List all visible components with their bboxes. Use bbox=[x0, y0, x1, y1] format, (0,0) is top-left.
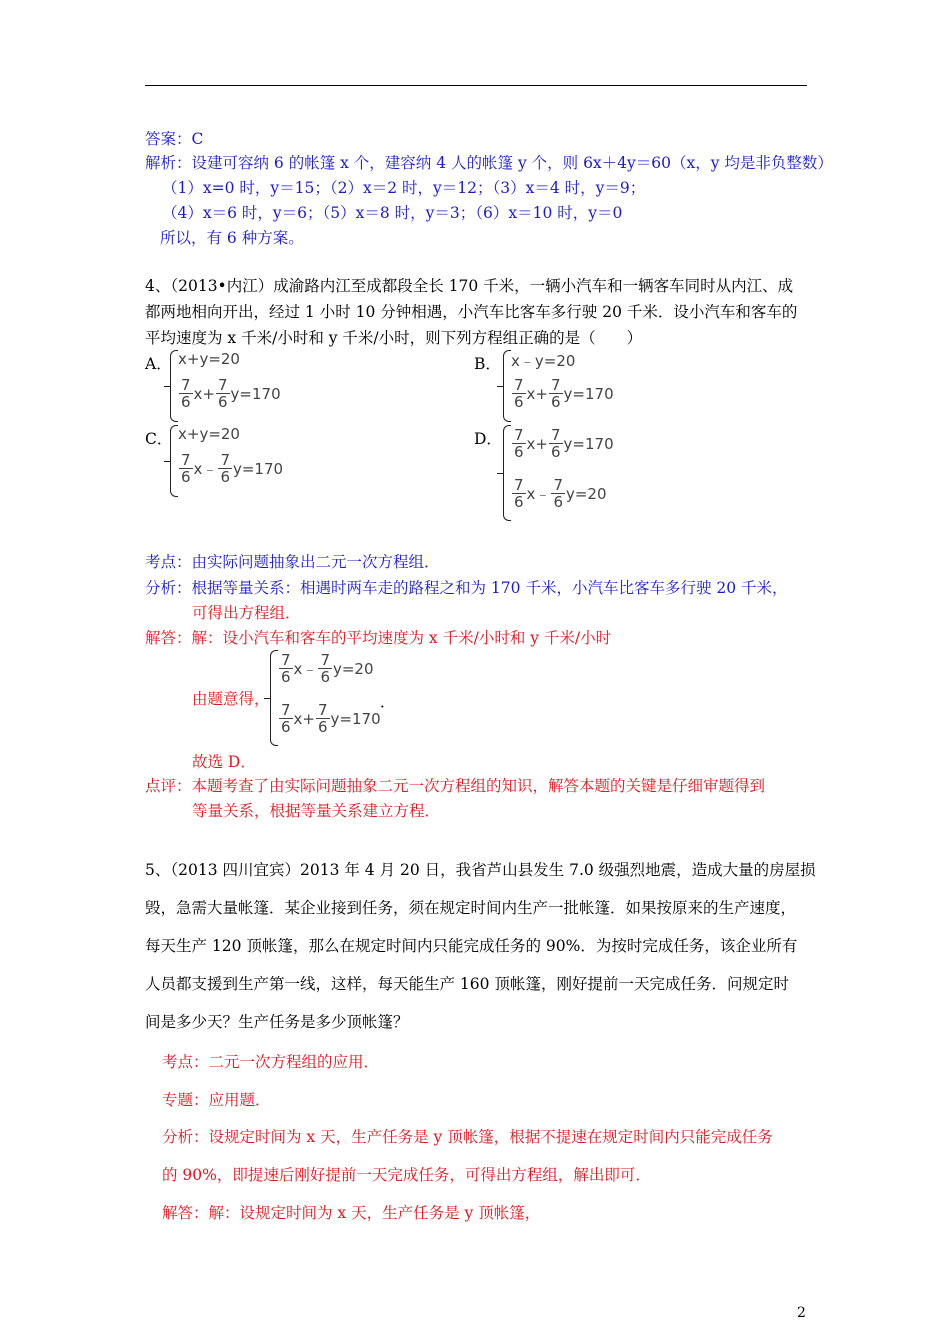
solution-eq1: $\frac{7}{6}$ x﹣ $\frac{7}{6}$ y=20 bbox=[281, 651, 374, 686]
q5-kaodian: 考点：二元一次方程组的应用． bbox=[162, 1053, 380, 1071]
q4-fenxi-line-2: 可得出方程组． bbox=[192, 604, 301, 622]
conclusion-line: 所以，有 6 种方案。 bbox=[160, 229, 304, 247]
q4-kaodian: 考点：由实际问题抽象出二元一次方程组． bbox=[145, 553, 440, 571]
q5-fenxi-line-2: 的 90%，即提速后刚好提前一天完成任务，可得出方程组，解出即可． bbox=[162, 1166, 651, 1184]
q4-jieda: 解答：解：设小汽车和客车的平均速度为 x 千米/小时和 y 千米/小时 bbox=[145, 629, 612, 647]
option-b-eq1: x﹣y=20 bbox=[511, 352, 576, 370]
q5-fenxi-line-1: 分析：设规定时间为 x 天，生产任务是 y 顶帐篷，根据不提速在规定时间内只能完成任务 bbox=[162, 1128, 773, 1146]
option-d-eq1: $\frac{7}{6}$ x+ $\frac{7}{6}$ y=170 bbox=[514, 426, 614, 461]
option-d-eq2: $\frac{7}{6}$ x﹣ $\frac{7}{6}$ y=20 bbox=[514, 476, 607, 511]
option-a-label: A． bbox=[145, 355, 172, 373]
q4-line-3: 平均速度为 x 千米/小时和 y 千米/小时，则下列方程组正确的是（ ） bbox=[145, 329, 643, 347]
option-c-label: C． bbox=[145, 430, 173, 448]
q5-line-3: 每天生产 120 顶帐篷，那么在规定时间内只能完成任务的 90%．为按时完成任务，该企业所有 bbox=[145, 937, 798, 955]
q4-line-2: 都两地相向开出，经过 1 小时 10 分钟相遇，小汽车比客车多行驶 20 千米．设小汽车和客车的 bbox=[145, 303, 798, 321]
q4-dianping-line-2: 等量关系，根据等量关系建立方程． bbox=[192, 802, 441, 820]
q4-youtiyi: 由题意得， bbox=[192, 690, 270, 708]
option-c-eq1: x+y=20 bbox=[178, 425, 240, 443]
q5-zhuanti: 专题：应用题． bbox=[162, 1091, 271, 1109]
q4-fenxi-line-1: 分析：根据等量关系：相遇时两车走的路程之和为 170 千米，小汽车比客车多行驶 20 千米， bbox=[145, 579, 788, 597]
q5-line-1: 5、（2013 四川宜宾）2013 年 4 月 20 日，我省芦山县发生 7.0 级强烈地震，造成大量的房屋损 bbox=[145, 861, 816, 879]
case-line-2: （4）x＝6 时，y＝6；（5）x＝8 时，y＝3；（6）x＝10 时，y＝0 bbox=[162, 204, 623, 222]
q4-guxuan: 故选 D． bbox=[192, 753, 256, 771]
q5-line-2: 毁，急需大量帐篷．某企业接到任务，须在规定时间内生产一批帐篷．如果按原来的生产速度， bbox=[145, 899, 797, 917]
q5-jieda: 解答：解：设规定时间为 x 天，生产任务是 y 顶帐篷， bbox=[162, 1204, 541, 1222]
option-b-label: B． bbox=[474, 355, 501, 373]
option-b-eq2: $\frac{7}{6}$ x+ $\frac{7}{6}$ y=170 bbox=[514, 376, 614, 411]
option-d-label: D． bbox=[474, 430, 502, 448]
option-a-eq2: $\frac{7}{6}$ x+ $\frac{7}{6}$ y=170 bbox=[181, 376, 281, 411]
solution-period: ． bbox=[380, 693, 396, 711]
case-line-1: （1）x=0 时，y＝15；（2）x＝2 时，y＝12；（3）x＝4 时，y＝9； bbox=[162, 179, 646, 197]
q4-dianping-line-1: 点评：本题考查了由实际问题抽象二元一次方程组的知识，解答本题的关键是仔细审题得到 bbox=[145, 777, 766, 795]
analysis-line: 解析：设建可容纳 6 的帐篷 x 个，建容纳 4 人的帐篷 y 个，则 6x＋4y＝60（x，y 均是非负整数） bbox=[145, 154, 833, 172]
answer-line: 答案：C bbox=[145, 130, 204, 148]
solution-eq2: $\frac{7}{6}$ x+ $\frac{7}{6}$ y=170 bbox=[281, 701, 381, 736]
page-number: 2 bbox=[797, 1305, 806, 1321]
q5-line-4: 人员都支援到生产第一线，这样，每天能生产 160 顶帐篷，刚好提前一天完成任务．问规定时 bbox=[145, 975, 789, 993]
option-a-eq1: x+y=20 bbox=[178, 350, 240, 368]
header-rule bbox=[145, 85, 807, 86]
option-c-eq2: $\frac{7}{6}$ x﹣ $\frac{7}{6}$ y=170 bbox=[181, 451, 284, 486]
q4-line-1: 4、（2013•内江）成渝路内江至成都段全长 170 千米，一辆小汽车和一辆客车同时从内江、成 bbox=[145, 277, 794, 295]
q5-line-5: 间是多少天？生产任务是多少顶帐篷？ bbox=[145, 1013, 409, 1031]
